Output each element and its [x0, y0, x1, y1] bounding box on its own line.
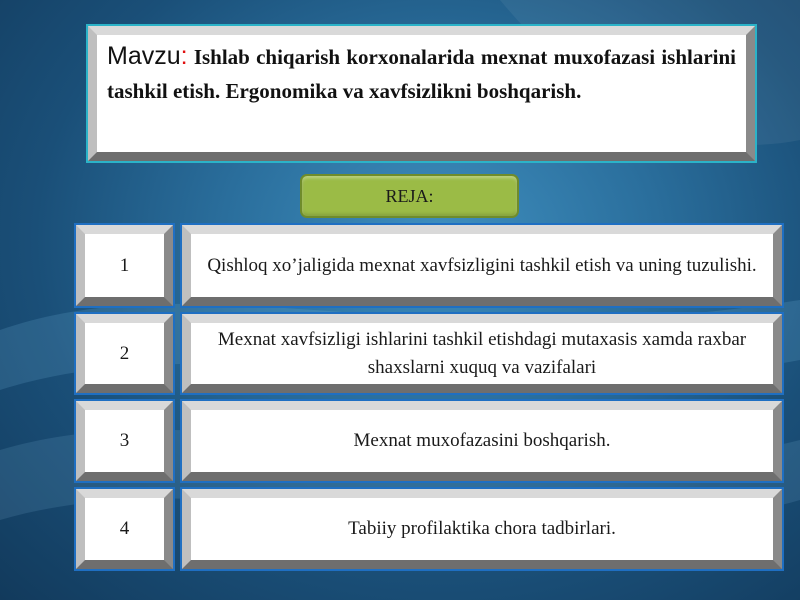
title-box: [88, 26, 755, 161]
reja-button[interactable]: [300, 174, 519, 218]
item-number: 3: [119, 430, 130, 451]
item-number-box-3: [76, 401, 173, 481]
item-number-box-1: [76, 225, 173, 306]
item-text-box-1: [182, 225, 782, 306]
item-text-box-2: [182, 314, 782, 393]
item-number: 4: [119, 518, 130, 539]
item-number-box-2: [76, 314, 173, 393]
item-text-box-3: [182, 401, 782, 481]
item-text: Mexnat muxofazasini boshqarish.: [353, 430, 611, 451]
title-label: Mavzu: [107, 42, 181, 70]
title-colon: :: [180, 42, 188, 70]
item-number-box-4: [76, 489, 173, 569]
item-number: 1: [119, 254, 130, 276]
item-number: 2: [119, 342, 130, 364]
item-text: Tabiiy profilaktika chora tadbirlari.: [348, 518, 616, 539]
reja-label: REJA:: [385, 185, 434, 206]
title-content: [97, 35, 746, 152]
item-text: Mexnat xavfsizligi ishlarini tashkil etishdagi mutaxasis xamda raxbar shaxslarni xuquq va vazifalari: [217, 328, 747, 378]
title-topic: Ishlab chiqarish korxonalarida mexnat muxofazasi ishlarini tashkil etish. Ergonomika va xavfsizlikni boshqarish.: [107, 45, 737, 103]
item-text: Qishloq xo’jaligida mexnat xavfsizligini tashkil etish va uning tuzulishi.: [207, 254, 757, 276]
item-text-box-4: [182, 489, 782, 569]
